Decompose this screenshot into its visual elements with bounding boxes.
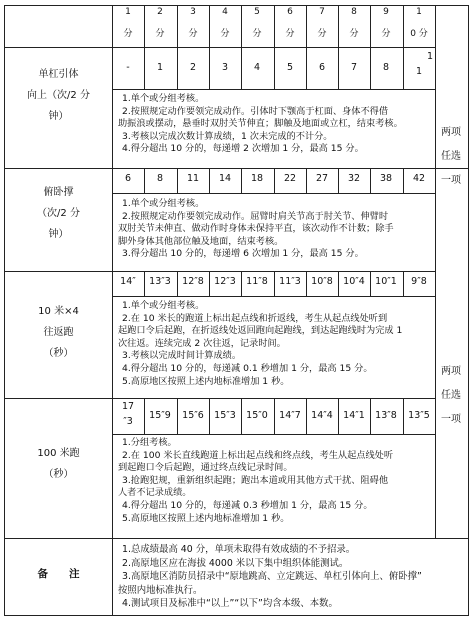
shuttle-value: 10″1	[375, 276, 397, 287]
group-choose-one-upper: 两项 任选 一项	[441, 127, 461, 186]
score-number: 5	[254, 7, 260, 17]
score-unit: 分	[381, 29, 391, 39]
score-unit: 分	[155, 29, 165, 39]
sprint-value: 14″1	[343, 410, 365, 421]
score-number: 7	[319, 7, 325, 17]
shuttle-value: 9″8	[411, 276, 427, 287]
sprint-label: 100 米跑 （秒）	[37, 448, 80, 480]
sprint-value: 13″8	[375, 410, 397, 421]
pullup-value: 6	[318, 62, 326, 73]
score-unit: 分	[123, 29, 133, 39]
pushup-value: 22	[283, 173, 297, 184]
shuttle-value: 13″3	[149, 276, 171, 287]
pullup-value-top: 1	[426, 51, 433, 62]
shuttle-rules: 1.单个或分组考核。 2.在 10 米长的跑道上标出起点线和折返线，考生从起点线处听到 起跑口令后起跑，在折返线处返回跑向起跑线，到达起跑线时为完成 1 次往返。连续完成 2 次往返，记录时间。 3.考核以完成时间计算成绩。 4.得分超出 10 分的，每递减 0.1 秒增加 1 分，最高 15 分。 5.高原地区按照上述内地标准增加 1 秒。	[118, 300, 403, 387]
score-number: 4	[222, 7, 228, 17]
pushup-value: 42	[412, 173, 426, 184]
pushup-value: 38	[379, 173, 393, 184]
remarks-label: 备 注	[37, 568, 80, 580]
sprint-rules: 1.分组考核。 2.在 100 米长直线跑道上标出起点线和终点线，考生从起点线处听 到起跑口令后起跑，通过终点线记录时间。 3.抢跑犯规，重新组织起跑；跑出本道或用其他方式干扰、阻碍他 人者不记录成绩。 4.得分超出 10 分的，每递减 0.3 秒增加 1 分，最高 15 分。 5.高原地区按照上述内地标准增加 1 秒。	[118, 437, 394, 524]
score-number: 9	[383, 7, 389, 17]
shuttle-value: 11″3	[279, 276, 301, 287]
pushup-value: 8	[156, 173, 164, 184]
score-unit: 0 分	[410, 29, 428, 39]
sprint-value: 15″3	[214, 410, 236, 421]
score-unit: 分	[285, 29, 295, 39]
shuttle-value: 10″8	[311, 276, 333, 287]
score-number: 1	[416, 7, 422, 17]
pullup-value: 1	[156, 62, 164, 73]
score-number: 6	[287, 7, 293, 17]
score-number: 1	[125, 7, 131, 17]
pullup-value: 7	[350, 62, 358, 73]
shuttle-value: 12″8	[182, 276, 204, 287]
sprint-value: 14″4	[311, 410, 333, 421]
pullup-value: 5	[286, 62, 294, 73]
pushup-rules: 1.单个或分组考核。 2.按照规定动作要领完成动作。屈臂时肩关节高于肘关节、伸臂时 双肘关节未伸直、做动作时身体未保持平直，该次动作不计数；除手 脚外身体其他部位触及地面，结束考核。 3.得分超出 10 分的，每递增 6 次增加 1 分，最高 15 分。	[118, 198, 394, 260]
shuttle-value: 12″3	[214, 276, 236, 287]
score-unit: 分	[349, 29, 359, 39]
score-unit: 分	[252, 29, 262, 39]
pullup-value: 4	[253, 62, 261, 73]
fitness-standards-table	[4, 5, 469, 616]
shuttle-value: 10″4	[343, 276, 365, 287]
pullup-label: 单杠引体 向上（次/2 分 钟）	[27, 69, 90, 122]
pushup-value: 18	[250, 173, 264, 184]
score-number: 3	[190, 7, 196, 17]
pushup-label: 俯卧撑 （次/2 分 钟）	[37, 187, 80, 240]
shuttle-label: 10 米×4 往返跑 （秒）	[38, 306, 79, 359]
sprint-value-top: 17	[121, 401, 135, 412]
pushup-value: 14	[218, 173, 232, 184]
score-unit: 分	[220, 29, 230, 39]
pullup-value-bottom: 1	[415, 66, 423, 77]
sprint-value: 15″6	[182, 410, 204, 421]
shuttle-value: 14″	[120, 276, 136, 287]
pullup-value: 3	[221, 62, 229, 73]
pullup-rules: 1.单个或分组考核。 2.按照规定动作要领完成动作。引体时下颚高于杠面、身体不得借 助振浪或摆动，悬垂时双肘关节伸直；脚触及地面或立杠，结束考核。 3.考核以完成次数计算成绩，1 次未完成的不计分。 4.得分超出 10 分的，每递增 2 次增加 1 分，最高 15 分。	[118, 93, 403, 155]
score-unit: 分	[188, 29, 198, 39]
sprint-value: 14″7	[279, 410, 301, 421]
score-number: 2	[157, 7, 163, 17]
pullup-value: 8	[382, 62, 390, 73]
sprint-value: 15″9	[149, 410, 171, 421]
score-unit: 分	[317, 29, 327, 39]
shuttle-value: 11″8	[246, 276, 268, 287]
remarks-list: 1.总成绩最高 40 分，单项未取得有效成绩的不予招录。 2.高原地区应在海拔 4000 米以下集中组织体能测试。 3.高原地区消防员招录中“原地跳高、立定跳远、单杠引体向上、俯卧撑” 按照内地标准执行。 4.测试项目及标准中“以上”“以下”均含本级、本数。	[118, 544, 422, 609]
pullup-value: -	[126, 62, 130, 73]
pushup-value: 27	[315, 173, 329, 184]
score-number: 8	[351, 7, 357, 17]
pushup-value: 6	[124, 173, 132, 184]
sprint-value: 13″5	[408, 410, 430, 421]
sprint-value-bottom: ″3	[123, 416, 133, 427]
pullup-value: 2	[189, 62, 197, 73]
pushup-value: 32	[347, 173, 361, 184]
group-choose-one-lower: 两项 任选 一项	[441, 366, 461, 425]
sprint-value: 15″0	[246, 410, 268, 421]
pushup-value: 11	[186, 173, 200, 184]
